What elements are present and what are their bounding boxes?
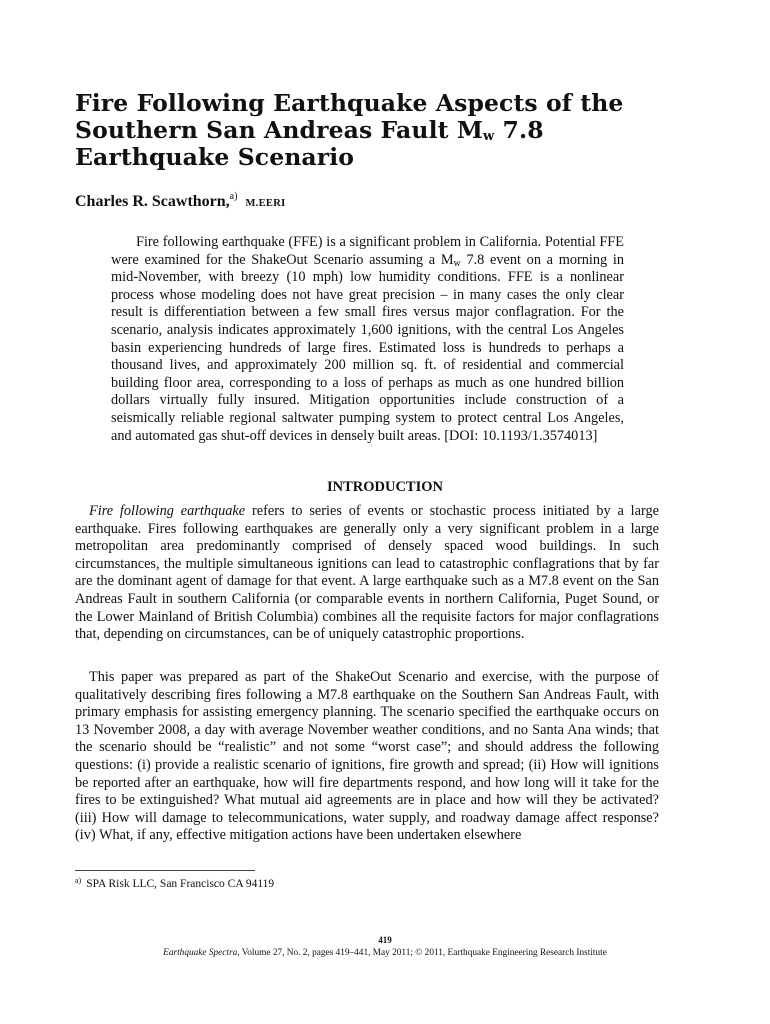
journal-citation — [0, 948, 770, 958]
page-number: 419 — [378, 935, 392, 945]
footnote-text: SPA Risk LLC, San Francisco CA 94119 — [86, 878, 275, 890]
author-line — [75, 193, 285, 211]
footnote-mark: a) — [75, 876, 82, 885]
footnote-divider — [75, 870, 255, 871]
title-line-2-prefix: Southern San Andreas Fault M — [75, 116, 483, 144]
title-line-2-suffix: 7.8 — [494, 116, 544, 144]
introduction-heading: INTRODUCTION — [326, 479, 443, 495]
abstract — [111, 234, 624, 445]
author-name: Charles R. Scawthorn, — [75, 193, 230, 210]
author-affiliation-mark: a) — [229, 191, 238, 202]
footnote — [75, 878, 274, 890]
title-line-3: Earthquake Scenario — [75, 143, 355, 171]
introduction-paragraph-2: This paper was prepared as part of the ShakeOut Scenario and exercise, with the purpose of qualitatively describing fires following a M7.8 earthquake on the Southern San Andreas Fault, with primary emphasis for assisting emergency planning. The scenario specified the earthquake occurs on 13 November 2008, a day with average November weather conditions, and no Santa Ana winds; that the scenario should be “realistic” and not some “worst case”; and should address the following questions: (i) provide a realistic scenario of ignitions, fire growth and spread; (ii) How will ignitions be reported after an earthquake, how will fire departments respond, and how long will it take for the fires to be extinguished? What mutual aid agreements are in place and how will they be activated? (iii) How will damage to telecommunications, water supply, and roadway damage affect response? (iv) What, if any, effective mitigation actions have been undertaken elsewhere — [75, 669, 659, 844]
title-magnitude-subscript: w — [482, 129, 495, 144]
abstract-magnitude-subscript: w — [453, 257, 461, 269]
paper-title — [75, 90, 695, 171]
journal-name: Earthquake Spectra — [163, 948, 238, 958]
title-line-2 — [75, 116, 544, 144]
citation-details: , Volume 27, No. 2, pages 419–441, May 2011; © 2011, Earthquake Engineering Research Institute — [237, 948, 607, 958]
introduction-paragraph-1 — [75, 503, 659, 644]
abstract-text-before: Fire following earthquake (FFE) is a significant problem in California. Potential FFE were examined for the ShakeOut Scenario assuming a M — [111, 234, 624, 268]
title-line-1: Fire Following Earthquake Aspects of the — [75, 89, 624, 117]
intro-paragraph-1-italic: Fire following earthquake — [89, 503, 246, 519]
intro-paragraph-1-text: refers to series of events or stochastic process initiated by a large earthquake. Fires following earthquakes are generally only a very significant problem in a large metropolitan area predominantly comprised of densely spaced wood buildings. In such circumstances, the multiple simultaneous ignitions can lead to catastrophic conflagrations that by far are the dominant agent of damage for that event. A large earthquake such as a M7.8 event on the San Andreas Fault in southern California (or comparable events in northern California, Puget Sound, or the Lower Mainland of British Columbia) combines all the requisite factors for major conflagrations that, depending on circumstances, can be of uniquely catastrophic proportions. — [75, 503, 659, 643]
author-membership: M.EERI — [245, 198, 286, 209]
abstract-text-after: 7.8 event on a morning in mid-November, with breezy (10 mph) low humidity conditions. FFE is a nonlinear process whose modeling does not have great precision – in many cases the only clear result is differentiation between a few small fires versus major conflagration. For the scenario, analysis indicates approximately 1,600 ignitions, with the central Los Angeles basin experiencing hundreds of large fires. Estimated loss is hundreds to perhaps a thousand lives, and approximately 200 million sq. ft. of residential and commercial building floor area, corresponding to a loss of perhaps as much as one hundred billion dollars virtually fully insured. Mitigation opportunities include construction of a seismically reliable regional saltwater pumping system to protect central Los Angeles, and automated gas shut-off devices in densely built areas. [DOI: 10.1193/1.3574013] — [111, 251, 624, 444]
